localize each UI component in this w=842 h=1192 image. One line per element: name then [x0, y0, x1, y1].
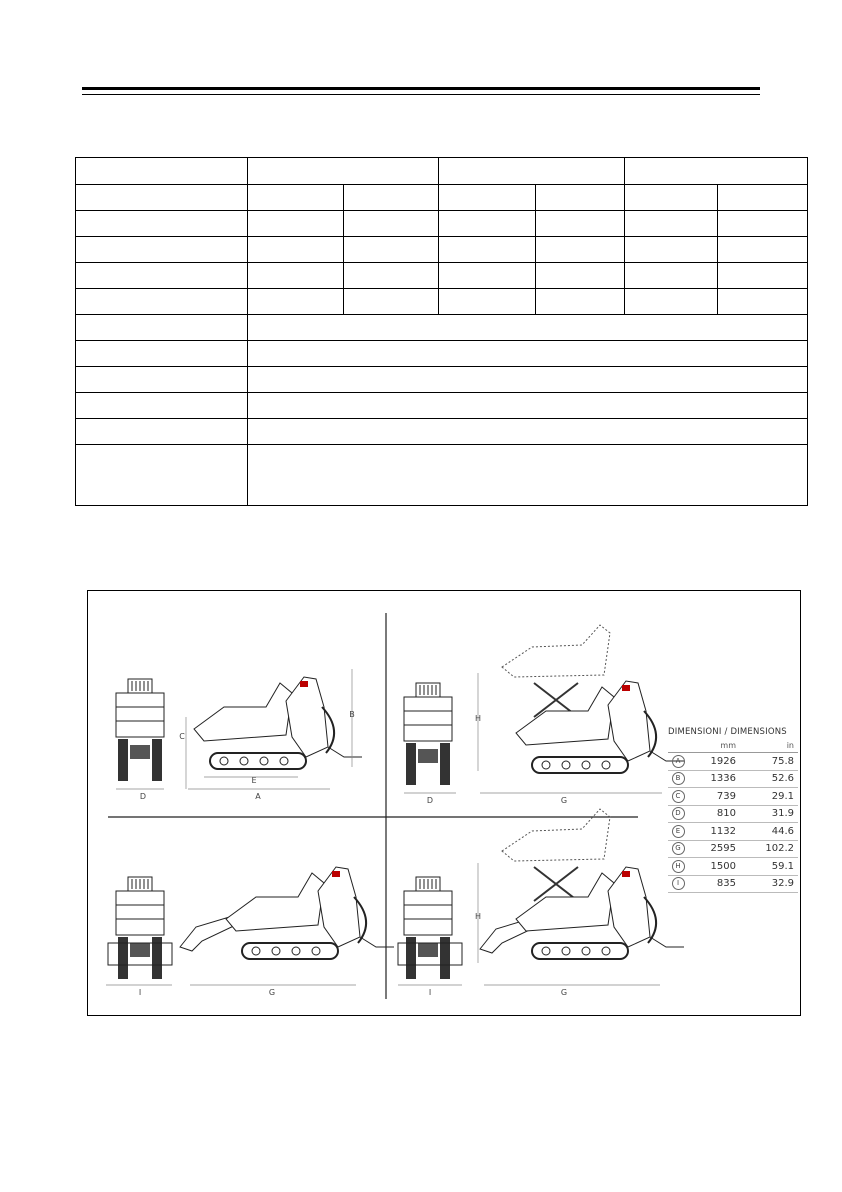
spec-table-hline [76, 210, 807, 211]
dimension-mm: 739 [716, 790, 736, 802]
dimension-row [668, 876, 798, 894]
drawing-side-view-2 [502, 625, 684, 773]
dimension-in: 75.8 [771, 755, 794, 767]
spec-table-hline [76, 314, 807, 315]
dimension-mm: 1336 [710, 773, 736, 785]
spec-table-hline [76, 366, 807, 367]
dimension-key: I [672, 877, 685, 890]
dimension-key: E [672, 825, 685, 838]
spec-table-vline [438, 158, 439, 314]
spec-table-vline [247, 158, 248, 505]
dimension-row [668, 753, 798, 771]
dimension-in: 102.2 [765, 843, 794, 855]
dimension-key: B [672, 772, 685, 785]
dim-label-g-3: G [560, 988, 568, 997]
spec-table-hline [76, 392, 807, 393]
dim-label-e: E [251, 776, 257, 785]
dimension-mm: 810 [716, 808, 736, 820]
drawing-front-view-2 [404, 683, 452, 785]
dimension-key: H [672, 860, 685, 873]
dim-label-i-1: I [138, 988, 142, 997]
dimension-row [668, 823, 798, 841]
dim-label-h-1: H [474, 714, 482, 723]
dimensions-figure [87, 590, 801, 1016]
dimension-mm: 2595 [710, 843, 736, 855]
spec-table-vline [343, 184, 344, 314]
dim-label-b: B [349, 710, 355, 719]
dimension-mm: 1500 [710, 860, 736, 872]
drawing-front-view-1 [116, 679, 164, 781]
spec-table-hline [76, 418, 807, 419]
dimension-mm: 1926 [710, 755, 736, 767]
dimension-row [668, 788, 798, 806]
dim-label-i-2: I [428, 988, 432, 997]
dim-label-d-1: D [139, 792, 147, 801]
dim-label-h-2: H [474, 912, 482, 921]
column-in: in [786, 741, 794, 750]
dimension-in: 44.6 [771, 825, 794, 837]
dim-label-d-2: D [426, 796, 434, 805]
spec-table-hline [76, 340, 807, 341]
spec-table-hline [76, 262, 807, 263]
dim-label-g-2: G [268, 988, 276, 997]
dimension-in: 32.9 [771, 878, 794, 890]
spec-table [75, 157, 808, 506]
dimension-key: A [672, 755, 685, 768]
dimensions-table-header [668, 741, 798, 753]
dimension-row [668, 771, 798, 789]
drawing-front-view-4 [398, 877, 462, 979]
dimension-key: C [672, 790, 685, 803]
dimension-in: 31.9 [771, 808, 794, 820]
spec-table-vline [535, 184, 536, 314]
spec-table-vline [717, 184, 718, 314]
spec-table-hline [76, 184, 807, 185]
dimension-in: 29.1 [771, 790, 794, 802]
header-rule-thin [82, 94, 760, 95]
dimension-mm: 835 [716, 878, 736, 890]
dimension-key: G [672, 842, 685, 855]
drawing-side-view-1 [194, 677, 362, 769]
dimension-row [668, 841, 798, 859]
drawing-side-view-4 [480, 809, 684, 959]
spec-table-hline [76, 236, 807, 237]
spec-table-hline [76, 288, 807, 289]
dim-label-c: C [179, 732, 185, 741]
spec-table-vline [624, 158, 625, 314]
dimension-mm: 1132 [710, 825, 736, 837]
drawing-side-view-3 [180, 867, 394, 959]
dimension-row [668, 806, 798, 824]
header-rule-thick [82, 87, 760, 90]
dim-label-a: A [255, 792, 261, 801]
dim-label-g-1: G [560, 796, 568, 805]
drawing-front-view-3 [108, 877, 172, 979]
dimension-key: D [672, 807, 685, 820]
dimensions-table [668, 727, 798, 893]
dimension-in: 52.6 [771, 773, 794, 785]
dimension-in: 59.1 [771, 860, 794, 872]
column-mm: mm [720, 741, 736, 750]
spec-table-hline [76, 444, 807, 445]
dimension-row [668, 858, 798, 876]
dimensions-table-title: DIMENSIONI / DIMENSIONS [668, 727, 787, 737]
